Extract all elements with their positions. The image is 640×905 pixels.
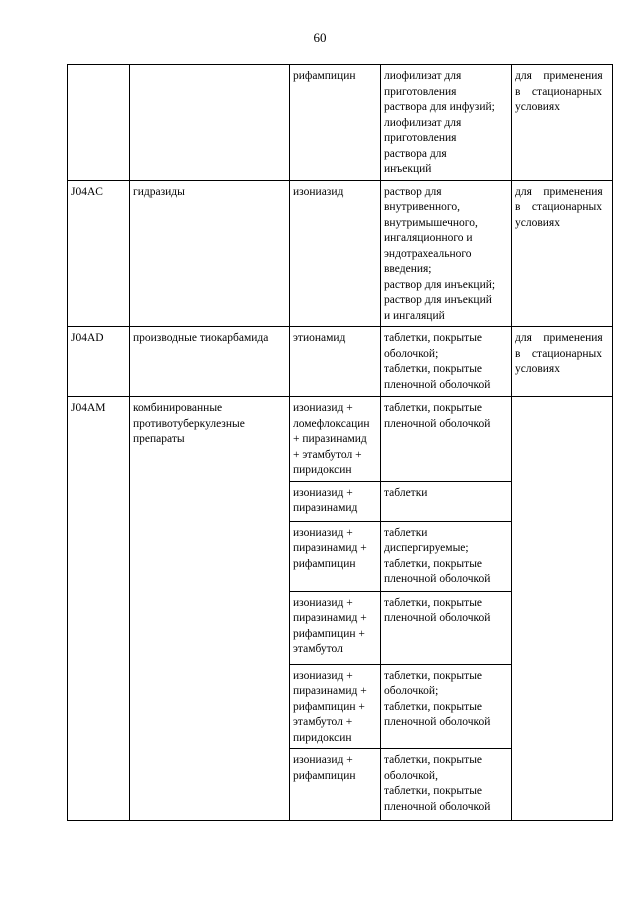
- form-line: приготовления: [384, 132, 457, 144]
- dosage-form-cell: [381, 591, 512, 664]
- dosage-form-cell: [381, 521, 512, 591]
- drug-table: [67, 64, 613, 821]
- drug-cell: [290, 591, 381, 664]
- note-cell: [512, 397, 613, 821]
- dosage-form-cell: [381, 397, 512, 482]
- drug-line: этамбутол +: [293, 716, 353, 728]
- note-line: для применения: [515, 70, 603, 82]
- form-line: внутримышечного,: [384, 216, 478, 229]
- form-line: таблетки, покрытые: [384, 700, 483, 713]
- form-line: введения;: [384, 263, 432, 275]
- atc-code-cell: [68, 65, 130, 181]
- form-line: оболочкой,: [384, 769, 438, 782]
- form-line: пленочной оболочкой: [384, 612, 491, 624]
- note-line: в стационарных: [515, 347, 603, 360]
- drug-line: рифампицин +: [293, 700, 365, 713]
- note-cell: [512, 327, 613, 397]
- form-line: лиофилизат для: [384, 70, 462, 82]
- dosage-form-cell: [381, 65, 512, 181]
- group-line: противотуберкулезные: [133, 417, 245, 430]
- drug-cell: [290, 521, 381, 591]
- form-line: таблетки, покрытые: [384, 596, 483, 609]
- table-row: [68, 397, 613, 482]
- note-line: в стационарных: [515, 85, 603, 98]
- drug-cell: [290, 749, 381, 821]
- drug-line: изониазид +: [293, 596, 353, 609]
- atc-code-cell: J04AD: [68, 327, 130, 397]
- form-line: таблетки, покрытые: [384, 363, 483, 375]
- form-line: инъекций: [384, 163, 432, 175]
- group-cell: производные тиокарбамида: [130, 327, 290, 397]
- drug-line: изониазид +: [293, 486, 353, 499]
- form-line: эндотрахеального: [384, 247, 472, 260]
- form-line: раствора для инфузий;: [384, 101, 495, 113]
- form-line: раствор для инъекций: [384, 294, 492, 306]
- note-line: для применения: [515, 332, 603, 344]
- drug-cell: [290, 65, 381, 181]
- drug-line: пиридоксин: [293, 731, 352, 744]
- drug-line: рифампицин +: [293, 627, 365, 640]
- drug-line: пиразинамид: [293, 502, 358, 514]
- atc-code-cell: J04AM: [68, 397, 130, 821]
- form-line: пленочной оболочкой: [384, 417, 491, 430]
- form-line: пленочной оболочкой: [384, 716, 491, 728]
- group-line: препараты: [133, 433, 185, 445]
- dosage-form-cell: [381, 180, 512, 327]
- table-row: [68, 180, 613, 327]
- drug-line: изониазид +: [293, 669, 353, 682]
- form-line: внутривенного,: [384, 201, 460, 213]
- drug-line: пиразинамид +: [293, 685, 367, 697]
- drug-cell: [290, 327, 381, 397]
- note-cell: [512, 180, 613, 327]
- drug-line: изониазид +: [293, 402, 353, 414]
- form-line: таблетки, покрытые: [384, 557, 483, 570]
- form-line: пленочной оболочкой: [384, 378, 491, 391]
- form-line: таблетки: [384, 526, 428, 539]
- form-line: таблетки, покрытые: [384, 332, 483, 344]
- drug-line: пиразинамид +: [293, 612, 367, 624]
- drug-line: этионамид: [293, 332, 346, 344]
- note-line: для применения: [515, 185, 603, 198]
- drug-line: изониазид +: [293, 526, 353, 539]
- form-line: ингаляционного и: [384, 232, 473, 244]
- drug-line: этамбутол: [293, 643, 343, 655]
- note-line: условиях: [515, 363, 560, 375]
- form-line: раствор для: [384, 185, 442, 198]
- form-line: таблетки, покрытые: [384, 754, 483, 766]
- drug-cell: [290, 397, 381, 482]
- drug-line: изониазид: [293, 185, 344, 198]
- drug-line: ломефлоксацин: [293, 417, 370, 430]
- form-line: таблетки, покрытые: [384, 402, 483, 414]
- form-line: раствора для: [384, 147, 447, 160]
- form-line: оболочкой;: [384, 685, 439, 697]
- drug-line: изониазид +: [293, 754, 353, 766]
- form-line: оболочкой;: [384, 347, 439, 360]
- table-row: [68, 327, 613, 397]
- drug-cell: [290, 180, 381, 327]
- form-line: лиофилизат для: [384, 116, 462, 129]
- form-line: пленочной оболочкой: [384, 800, 491, 813]
- drug-line: + этамбутол +: [293, 448, 362, 461]
- dosage-form-cell: [381, 327, 512, 397]
- group-cell: [130, 65, 290, 181]
- drug-line: пиридоксин: [293, 464, 352, 476]
- page-number: 60: [313, 30, 327, 45]
- drug-line: + пиразинамид: [293, 433, 367, 445]
- drug-line: рифампицин: [293, 557, 356, 570]
- form-line: пленочной оболочкой: [384, 573, 491, 585]
- group-cell: гидразиды: [130, 180, 290, 327]
- drug-cell: [290, 664, 381, 749]
- form-line: приготовления: [384, 85, 457, 98]
- note-cell: [512, 65, 613, 181]
- note-line: условиях: [515, 216, 560, 229]
- form-line: таблетки: [384, 486, 428, 499]
- dosage-form-cell: [381, 481, 512, 521]
- drug-line: рифампицин: [293, 70, 356, 82]
- group-line: комбинированные: [133, 402, 223, 414]
- form-line: и ингаляций: [384, 309, 445, 322]
- note-line: условиях: [515, 101, 560, 113]
- atc-code-cell: J04AC: [68, 180, 130, 327]
- drug-line: пиразинамид +: [293, 542, 367, 554]
- form-line: раствор для инъекций;: [384, 278, 496, 291]
- form-line: таблетки, покрытые: [384, 669, 483, 682]
- group-cell: [130, 397, 290, 821]
- dosage-form-cell: [381, 664, 512, 749]
- drug-line: рифампицин: [293, 769, 356, 782]
- form-line: диспергируемые;: [384, 542, 469, 554]
- drug-cell: [290, 481, 381, 521]
- form-line: таблетки, покрытые: [384, 785, 483, 797]
- table-row: [68, 65, 613, 181]
- dosage-form-cell: [381, 749, 512, 821]
- note-line: в стационарных: [515, 201, 603, 213]
